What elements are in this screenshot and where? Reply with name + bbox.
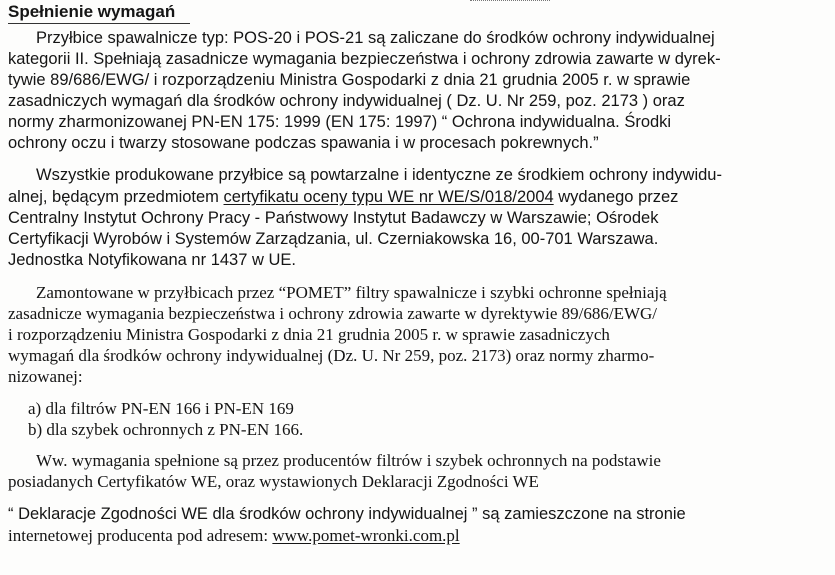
- paragraph-1-line-2: kategorii II. Spełniają zasadnicze wymagania bezpieczeństwa i ochrony zdrowia zawarte w dyrek-: [8, 50, 721, 68]
- paragraph-5-line-1: “ Deklaracje Zgodności WE dla środków ochrony indywidualnej ” są zamieszczone na stronie: [8, 505, 686, 523]
- top-edge-mark: [470, 0, 550, 5]
- paragraph-3-line-1: Zamontowane w przyłbicach przez “POMET” filtry spawalnicze i szybki ochronne spełniają: [36, 283, 667, 302]
- paragraph-2-line-3: Centralny Instytut Ochrony Pracy - Państwowy Instytut Badawczy w Warszawie; Ośrodek: [8, 209, 659, 227]
- section-heading: Spełnienie wymagań: [8, 2, 176, 21]
- paragraph-1-line-1: Przyłbice spawalnicze typ: POS-20 i POS-21 są zaliczane do środków ochrony indywidualnej: [36, 29, 715, 47]
- paragraph-1-line-3: tywie 89/686/EWG/ i rozporządzeniu Ministra Gospodarki z dnia 21 grudnia 2005 r. w sprawie: [8, 71, 691, 89]
- paragraph-2-line-2-start: alnej, będącym przedmiotem: [8, 188, 224, 206]
- website-link[interactable]: www.pomet-wronki.com.pl: [272, 526, 460, 545]
- paragraph-3-line-3: i rozporządzeniu Ministra Gospodarki z dnia 21 grudnia 2005 r. w sprawie zasadniczych: [8, 325, 610, 344]
- list-item-b: b) dla szybek ochronnych z PN-EN 166.: [28, 420, 304, 439]
- paragraph-2-line-5: Jednostka Notyfikowana nr 1437 w UE.: [8, 251, 296, 269]
- list-item-a: a) dla filtrów PN-EN 166 i PN-EN 169: [28, 399, 294, 418]
- paragraph-4-line-1: Ww. wymagania spełnione są przez producentów filtrów i szybek ochronnych na podstawie: [36, 451, 661, 470]
- paragraph-3-line-5: nizowanej:: [8, 367, 83, 386]
- paragraph-1-line-5: normy zharmonizowanej PN-EN 175: 1999 (EN 175: 1997) “ Ochrona indywidualna. Środki: [8, 113, 672, 131]
- paragraph-5-line-2-start: internetowej producenta pod adresem:: [8, 526, 273, 545]
- paragraph-2-line-2-end: wydanego przez: [553, 188, 679, 206]
- paragraph-1-line-4: zasadniczych wymagań dla środków ochrony indywidualnej ( Dz. U. Nr 259, poz. 2173 ) oraz: [8, 92, 685, 110]
- certificate-reference: certyfikatu oceny typu WE nr WE/S/018/2004: [223, 188, 554, 206]
- paragraph-2-line-2: [8, 189, 678, 206]
- paragraph-2-line-1: Wszystkie produkowane przyłbice są powtarzalne i identyczne ze środkiem ochrony indywidu-: [36, 166, 722, 184]
- heading-underline: [8, 23, 190, 24]
- paragraph-3-line-2: zasadnicze wymagania bezpieczeństwa i ochrony zdrowia zawarte w dyrektywie 89/686/EWG/: [8, 304, 658, 323]
- paragraph-5-line-2: [8, 527, 460, 544]
- paragraph-2-line-4: Certyfikacji Wyrobów i Systemów Zarządzania, ul. Czerniakowska 16, 00-701 Warszawa.: [8, 230, 659, 248]
- paragraph-4-line-2: posiadanych Certyfikatów WE, oraz wystawionych Deklaracji Zgodności WE: [8, 472, 539, 491]
- paragraph-3-line-4: wymagań dla środków ochrony indywidualnej (Dz. U. Nr 259, poz. 2173) oraz normy zharmo-: [8, 346, 655, 365]
- paragraph-1-line-6: ochrony oczu i twarzy stosowane podczas spawania i w procesach pokrewnych.”: [8, 134, 599, 152]
